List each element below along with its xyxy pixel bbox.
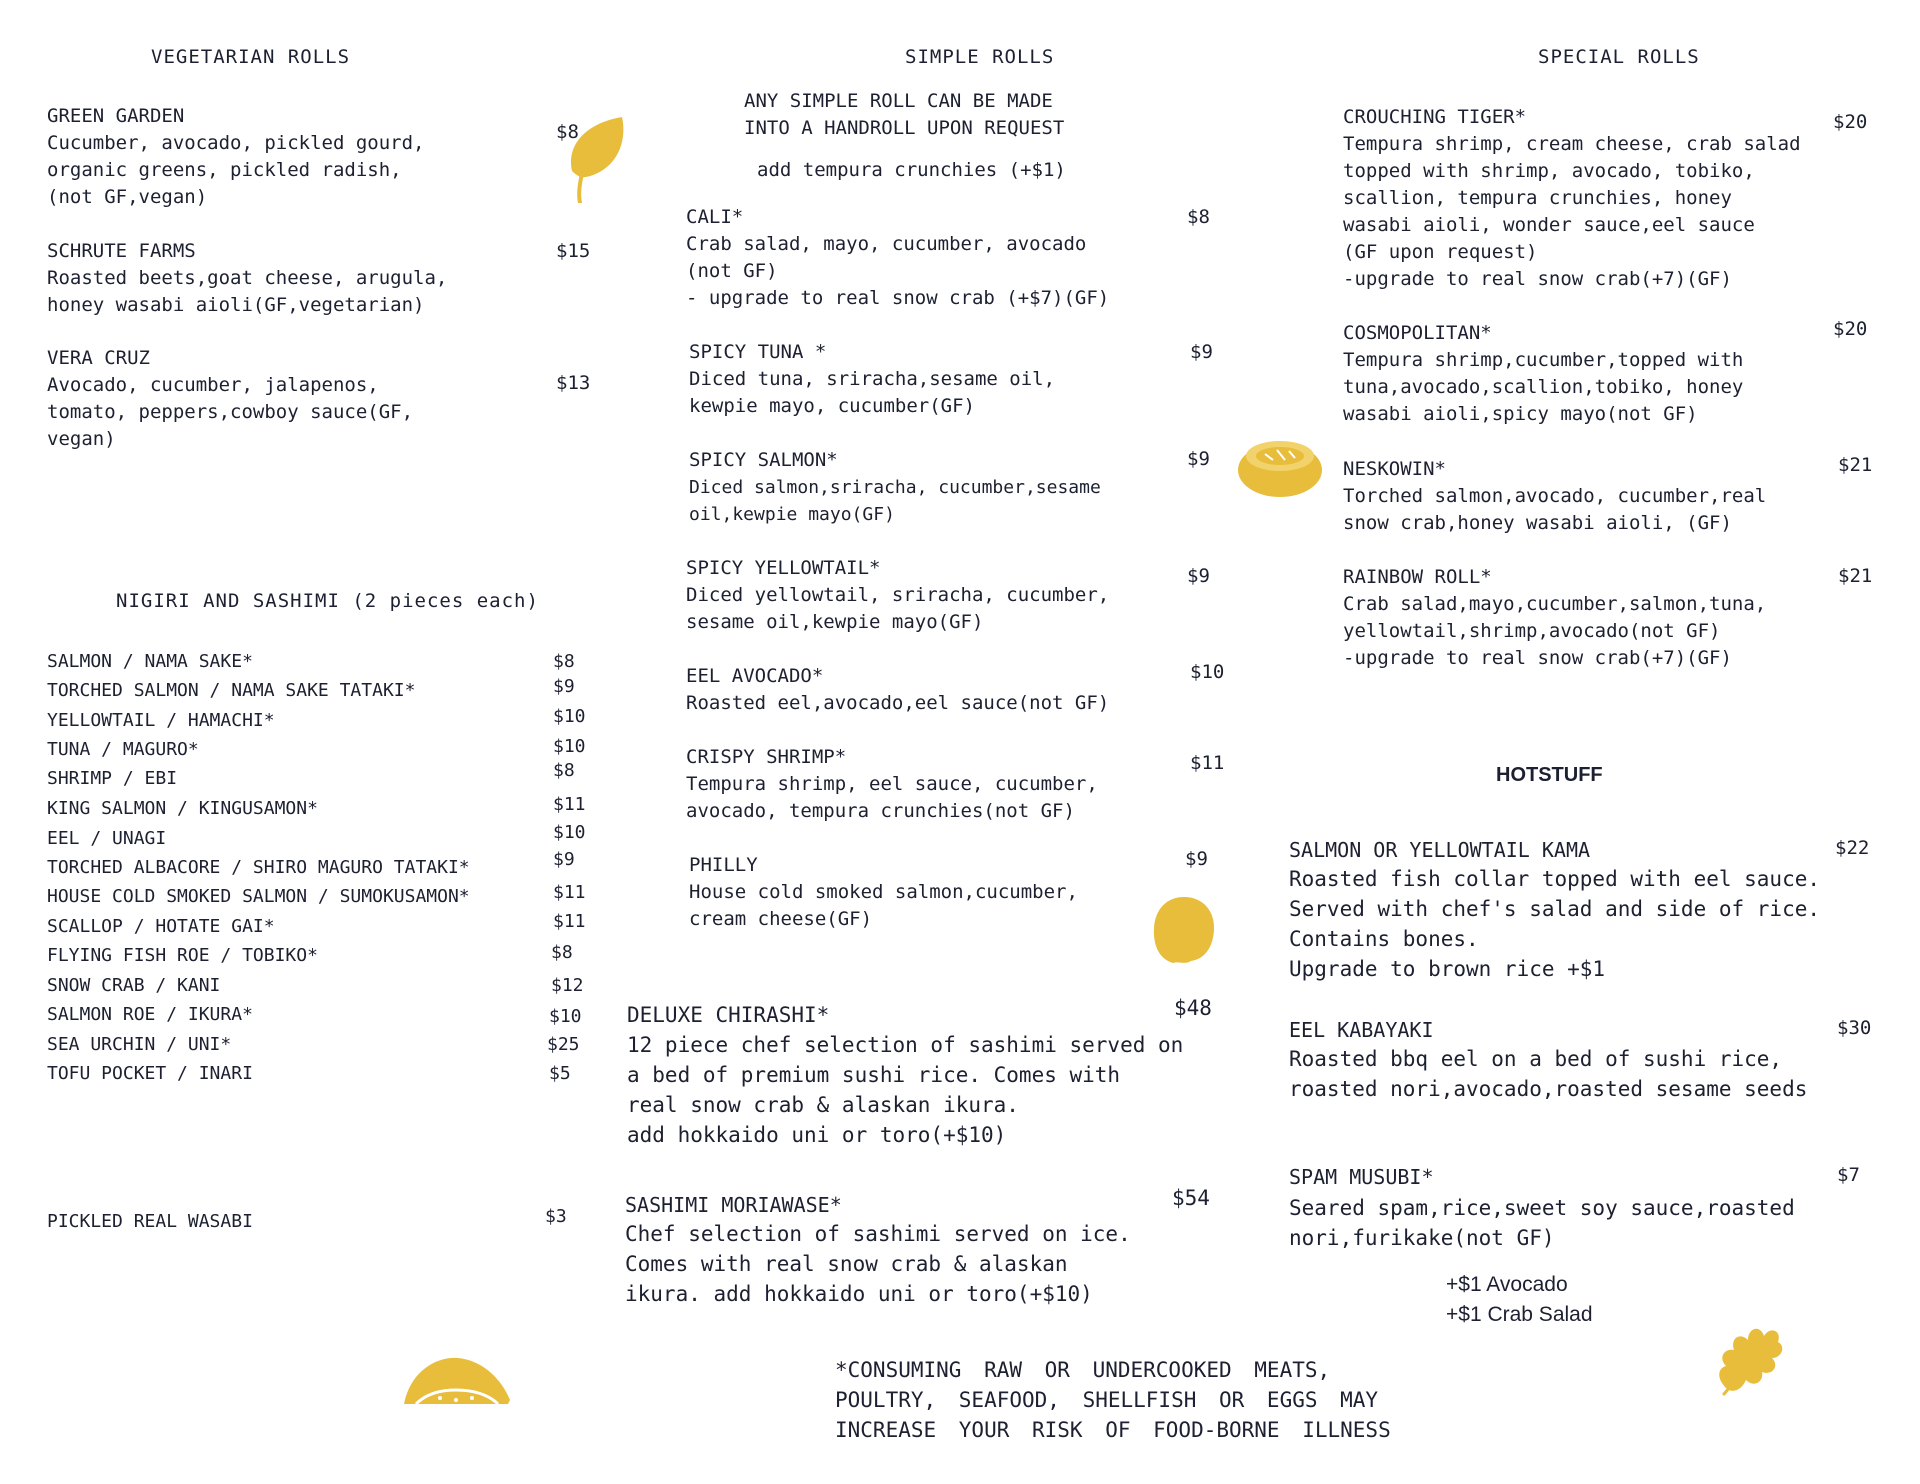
item-price: $30	[1837, 1017, 1872, 1039]
platter-price: $54	[1172, 1186, 1210, 1210]
item-description: Crab salad, mayo, cucumber, avocado (not GF) - upgrade to real snow crab (+$7)(GF)	[686, 233, 1110, 309]
list-item-name: SHRIMP / EBI	[47, 768, 178, 789]
item-price: $22	[1835, 837, 1870, 859]
item-name: SPICY SALMON*	[689, 449, 838, 471]
item-price: $9	[1187, 448, 1210, 470]
handroll-note: ANY SIMPLE ROLL CAN BE MADE INTO A HANDROLL UPON REQUEST	[744, 90, 1065, 139]
hotstuff-addons: +$1 Avocado +$1 Crab Salad	[1446, 1273, 1593, 1326]
list-item-price: $8	[553, 651, 575, 672]
list-item-name: EEL / UNAGI	[47, 828, 167, 849]
item-name: EEL KABAYAKI	[1289, 1018, 1434, 1042]
list-item-name: HOUSE COLD SMOKED SALMON / SUMOKUSAMON*	[47, 886, 470, 907]
item-description: Torched salmon,avocado, cucumber,real snow crab,honey wasabi aioli, (GF)	[1343, 485, 1767, 534]
simple-rolls-header: SIMPLE ROLLS	[905, 46, 1055, 68]
item-price: $13	[556, 372, 591, 394]
item-name: CROUCHING TIGER*	[1343, 106, 1527, 128]
item-price: $9	[1190, 341, 1213, 363]
tempura-note: add tempura crunchies (+$1)	[757, 159, 1066, 181]
item-name: SPAM MUSUBI*	[1289, 1165, 1434, 1189]
list-item-name: SEA URCHIN / UNI*	[47, 1034, 232, 1055]
item-description: Roasted bbq eel on a bed of sushi rice, roasted nori,avocado,roasted sesame seeds	[1289, 1047, 1808, 1101]
list-item-name: YELLOWTAIL / HAMACHI*	[47, 710, 275, 731]
item-name: COSMOPOLITAN*	[1343, 322, 1492, 344]
list-item-name: TORCHED SALMON / NAMA SAKE TATAKI*	[47, 680, 416, 701]
food-safety-disclaimer: *CONSUMING RAW OR UNDERCOOKED MEATS, POULTRY, SEAFOOD, SHELLFISH OR EGGS MAY INCREASE YOUR RISK OF FOOD-BORNE ILLNESS	[835, 1358, 1391, 1442]
item-description: Tempura shrimp, eel sauce, cucumber, avocado, tempura crunchies(not GF)	[686, 773, 1098, 822]
item-price: $8	[556, 121, 579, 143]
list-item-name: TUNA / MAGURO*	[47, 739, 199, 760]
round-blob-icon	[1151, 895, 1217, 965]
item-name: EEL AVOCADO*	[686, 665, 824, 687]
item-price: $9	[1187, 565, 1210, 587]
item-name: NESKOWIN*	[1343, 458, 1446, 480]
hotstuff-header: HOTSTUFF	[1496, 764, 1603, 786]
item-description: Roasted beets,goat cheese, arugula, honey wasabi aioli(GF,vegetarian)	[47, 267, 448, 316]
list-item-name: SNOW CRAB / KANI	[47, 975, 221, 996]
item-price: $21	[1838, 565, 1873, 587]
item-name: VERA CRUZ	[47, 347, 150, 369]
list-item-name: SCALLOP / HOTATE GAI*	[47, 916, 275, 937]
list-item-name: FLYING FISH ROE / TOBIKO*	[47, 945, 318, 966]
item-description: Seared spam,rice,sweet soy sauce,roasted nori,furikake(not GF)	[1289, 1196, 1795, 1250]
list-item-price: $10	[553, 736, 586, 757]
platter-price: $48	[1174, 996, 1212, 1020]
item-description: Cucumber, avocado, pickled gourd, organic greens, pickled radish, (not GF,vegan)	[47, 132, 425, 208]
item-price: $7	[1837, 1164, 1860, 1186]
list-item-name: TORCHED ALBACORE / SHIRO MAGURO TATAKI*	[47, 857, 470, 878]
item-name: SCHRUTE FARMS	[47, 240, 196, 262]
item-price: $10	[1190, 661, 1225, 683]
item-price: $20	[1833, 318, 1868, 340]
item-description: Tempura shrimp,cucumber,topped with tuna,avocado,scallion,tobiko, honey wasabi aioli,spicy mayo(not GF)	[1343, 349, 1744, 425]
item-price: $20	[1833, 111, 1868, 133]
item-price: $8	[1187, 206, 1210, 228]
item-description: Crab salad,mayo,cucumber,salmon,tuna, yellowtail,shrimp,avocado(not GF) -upgrade to real snow crab(+7)(GF)	[1343, 593, 1767, 669]
sushi-roll-icon	[1237, 434, 1323, 498]
list-item-price: $8	[551, 942, 573, 963]
item-name: SPICY TUNA *	[689, 341, 827, 363]
list-item-name: SALMON / NAMA SAKE*	[47, 651, 253, 672]
nigiri-icon	[400, 1354, 512, 1408]
list-item-price: $25	[547, 1034, 580, 1055]
list-item-price: $12	[551, 975, 584, 996]
list-item-price: $10	[553, 822, 586, 843]
item-name: PHILLY	[689, 854, 758, 876]
list-item-price: $11	[553, 794, 586, 815]
list-item-name: KING SALMON / KINGUSAMON*	[47, 798, 318, 819]
item-description: Avocado, cucumber, jalapenos, tomato, peppers,cowboy sauce(GF, vegan)	[47, 374, 414, 450]
list-item-price: $5	[549, 1063, 571, 1084]
list-item-price: $10	[553, 706, 586, 727]
item-description: Roasted eel,avocado,eel sauce(not GF)	[686, 692, 1110, 714]
list-item-price: $11	[553, 911, 586, 932]
list-item-price: $8	[553, 760, 575, 781]
list-item-price: $9	[553, 676, 575, 697]
platter-description: Chef selection of sashimi served on ice. Comes with real snow crab & alaskan ikura. add hokkaido uni or toro(+$10)	[625, 1222, 1131, 1306]
item-price: $11	[1190, 752, 1225, 774]
vegetarian-rolls-header: VEGETARIAN ROLLS	[151, 46, 351, 68]
item-description: House cold smoked salmon,cucumber, cream cheese(GF)	[689, 881, 1078, 930]
item-name: CALI*	[686, 206, 744, 228]
oak-leaf-icon	[1712, 1316, 1786, 1398]
item-name: CRISPY SHRIMP*	[686, 746, 847, 768]
item-name: SALMON OR YELLOWTAIL KAMA	[1289, 838, 1591, 862]
list-item-price: $9	[553, 849, 575, 870]
item-name: RAINBOW ROLL*	[1343, 566, 1492, 588]
wasabi-name: PICKLED REAL WASABI	[47, 1211, 253, 1232]
item-description: Diced yellowtail, sriracha, cucumber, sesame oil,kewpie mayo(GF)	[686, 584, 1110, 633]
item-name: GREEN GARDEN	[47, 105, 185, 127]
list-item-price: $10	[549, 1006, 582, 1027]
list-item-name: SALMON ROE / IKURA*	[47, 1004, 253, 1025]
item-description: Roasted fish collar topped with eel sauce. Served with chef's salad and side of rice. Contains bones. Upgrade to brown rice +$1	[1289, 867, 1821, 981]
item-name: SPICY YELLOWTAIL*	[686, 557, 881, 579]
item-price: $9	[1185, 848, 1208, 870]
platter-description: 12 piece chef selection of sashimi served on a bed of premium sushi rice. Comes with real snow crab & alaskan ikura. add hokkaido uni or toro(+$10)	[627, 1033, 1184, 1147]
nigiri-sashimi-header: NIGIRI AND SASHIMI (2 pieces each)	[116, 590, 539, 612]
wasabi-price: $3	[545, 1206, 567, 1227]
platter-name: SASHIMI MORIAWASE*	[625, 1193, 842, 1217]
item-price: $21	[1838, 454, 1873, 476]
item-description: Diced tuna, sriracha,sesame oil, kewpie mayo, cucumber(GF)	[689, 368, 1056, 417]
special-rolls-header: SPECIAL ROLLS	[1538, 46, 1700, 68]
list-item-price: $11	[553, 882, 586, 903]
leaf-icon	[562, 113, 628, 203]
list-item-name: TOFU POCKET / INARI	[47, 1063, 253, 1084]
item-description: Tempura shrimp, cream cheese, crab salad topped with shrimp, avocado, tobiko, scallion, tempura crunchies, honey wasabi aioli, wonder sauce,eel sauce (GF upon request) -upgrade to real snow crab(+7)(GF)	[1343, 133, 1801, 290]
item-price: $15	[556, 240, 591, 262]
item-description: Diced salmon,sriracha, cucumber,sesame oil,kewpie mayo(GF)	[689, 477, 1101, 525]
platter-name: DELUXE CHIRASHI*	[627, 1003, 830, 1027]
